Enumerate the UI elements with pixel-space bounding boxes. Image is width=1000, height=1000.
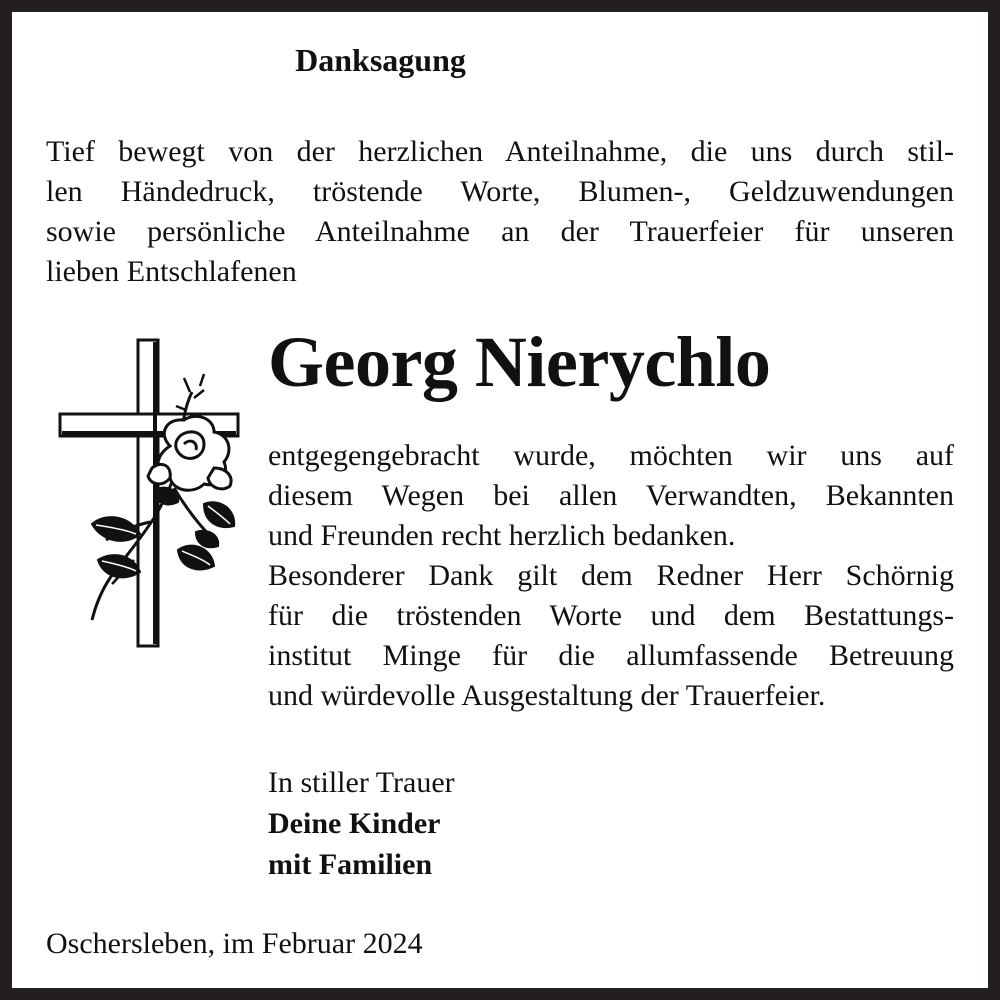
intro-line: len Händedruck, tröstende Worte, Blumen-, Geldzuwendungen: [46, 175, 954, 208]
body-line: institut Minge für die allumfassende Betreuung: [268, 639, 954, 672]
body-line: und Freunden recht herzlich bedanken.: [268, 519, 736, 552]
heading: Danksagung: [295, 42, 466, 78]
body-line: diesem Wegen bei allen Verwandten, Bekannten: [268, 479, 954, 512]
closing-phrase: In stiller Trauer: [268, 766, 455, 799]
body-line: für die tröstenden Worte und dem Bestattungs-: [268, 599, 954, 632]
signer-line: Deine Kinder: [268, 807, 441, 840]
body-line: entgegengebracht wurde, möchten wir uns auf: [268, 439, 954, 472]
body-paragraph: [268, 436, 954, 716]
intro-line: Tief bewegt von der herzlichen Anteilnahme, die uns durch stil-: [46, 135, 954, 168]
cross-with-rose-icon: [54, 328, 244, 658]
intro-paragraph: [46, 132, 954, 292]
signature-block: [268, 762, 455, 885]
body-line: und würdevolle Ausgestaltung der Trauerfeier.: [268, 679, 826, 712]
signer-line: mit Familien: [268, 848, 433, 881]
intro-line: lieben Entschlafenen: [46, 255, 297, 288]
body-line: Besonderer Dank gilt dem Redner Herr Schörnig: [268, 559, 954, 592]
place-date: Oschersleben, im Februar 2024: [46, 927, 423, 960]
intro-line: sowie persönliche Anteilnahme an der Trauerfeier für unseren: [46, 215, 954, 248]
deceased-name: Georg Nierychlo: [268, 322, 771, 402]
